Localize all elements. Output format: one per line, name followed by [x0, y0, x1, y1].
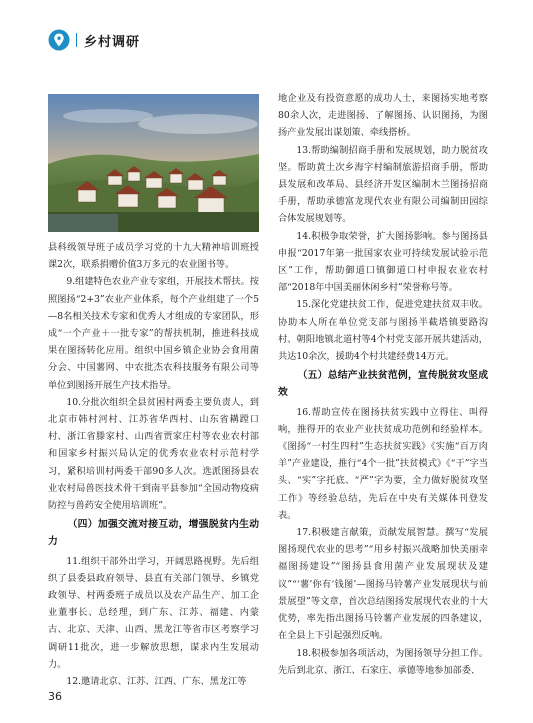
location-pin-icon — [48, 29, 70, 51]
paragraph: 9.组建特色农业产业专家组，开展技术帮扶。按照图扬“2+3”农业产业体系，每个产业组建了一个5—8名相关技术专家和优秀人才组成的专家团队，形成“一个产业＋一批专家”的帮扶机制，推进科技成果在图扬转化应用。组织中国乡镇企业协会食用菌分会、中国薯网、中农批杰农科技服务有限公司等单位到图扬开展生产技术指导。 — [48, 276, 259, 391]
paragraph: 12.邀请北京、江苏、江西、广东、黑龙江等 — [66, 676, 247, 688]
paragraph: 17.积极建言献策，贡献发展智慧。撰写“发展图扬现代农业的思考”“用乡村振兴战略加快美丽幸福图扬建设”“图扬县食用菌产业发展现状及建议”“‘薯’你有‘钱图’—图扬马铃薯产业发展现状与前景展望”等文章，首次总结图扬发展现代农业的十大优势，率先指出图扬马铃薯产业发展的四条建议，在全县上下引起强烈反响。 — [278, 527, 488, 642]
subsection-heading: （四）加强交流对接互动，增强脱贫内生动力 — [48, 519, 259, 548]
section-header — [48, 28, 140, 52]
paragraph: 10.分批次组织全县贫困村两委主要负责人，到北京市韩村河村、江苏省华西村、山东省耩蹚口村、浙江省滕家村、山西省贾家庄村等农业农村部和国家乡村振兴局认定的优秀农业农村示范村学习，紧积培训村两委干部90多人次。选派图扬县农业农村局兽医技术骨干到南平县参加“全国动物疫病防控与兽药安全使用培训班”。 — [48, 396, 259, 512]
right-column — [278, 90, 488, 679]
paragraph: 11.组织干部外出学习，开阔思路视野。先后组织了县委县政府领导、县直有关部门领导、乡镇党政领导、村两委班子成员以及农产品生产、加工企业董事长、总经理，到广东、江苏、福建、内蒙古、北京、天津、山西、黑龙江等省市区考察学习调研11批次，进一步解放思想，谋求内生发展动力。 — [48, 555, 259, 670]
paragraph: 18.积极参加各项活动，为图扬领导分担工作。先后到北京、浙江、石家庄、承德等地参加部委、 — [278, 647, 488, 676]
page-number: 36 — [48, 690, 62, 703]
paragraph: 16.帮助宣传在图扬扶贫实践中立得住、叫得响，推得开的农业产业扶贫成功范例和经验样本。《图扬“一村生四村”生态扶贫实践》《实施“百万肉羊”产业建设，推行“4个一批”扶贫模式》《“干”字当头、“实”字托底、“严”字为要，全力做好脱贫攻坚工作》等经验总结，先后在中央有关媒体刊登发表。 — [278, 406, 488, 521]
section-title: 乡村调研 — [84, 34, 141, 50]
header-divider — [76, 33, 77, 47]
paragraph: 15.深化党建扶贫工作，促进党建扶贫双丰收。协助本人所在单位党支部与图扬半截塔镇要路沟村、朝阳地镇北道村等4个村党支部开展共建活动，共达10余次，援助4个村共建经费14万元。 — [278, 299, 488, 363]
left-column — [48, 239, 259, 690]
village-photo — [48, 94, 259, 232]
paragraph: 14.积极争取荣誉，扩大图扬影响。参与图扬县申报“2017年第一批国家农业可持续发展试验示范区”工作，帮助御道口镇御道口村申报农业农村部“2018年中国美丽休闲乡村”荣誉称号等。 — [278, 230, 488, 294]
paragraph: 地企业及有投资意愿的成功人士，来图扬实地考察80余人次，走进图扬、了解图扬、认识图扬，为图扬产业发展出谋划策、牵线搭桥。 — [278, 93, 488, 139]
paragraph: 县科级领导班子成员学习党的十九大精神培训班授课2次，联系捐赠价值3万多元的农业图书等。 — [48, 242, 259, 271]
paragraph: 13.帮助编制招商手册和发展规划，助力脱贫攻坚。帮助黄土次乡海字村编制旅游招商手册，帮助县发展和改革局、县经济开发区编制木兰图扬招商手册，帮助承德富龙现代农业有限公司编制田园综合体发展规划等。 — [278, 144, 488, 225]
subsection-heading: （五）总结产业扶贫范例，宣传脱贫攻坚成效 — [278, 370, 488, 399]
